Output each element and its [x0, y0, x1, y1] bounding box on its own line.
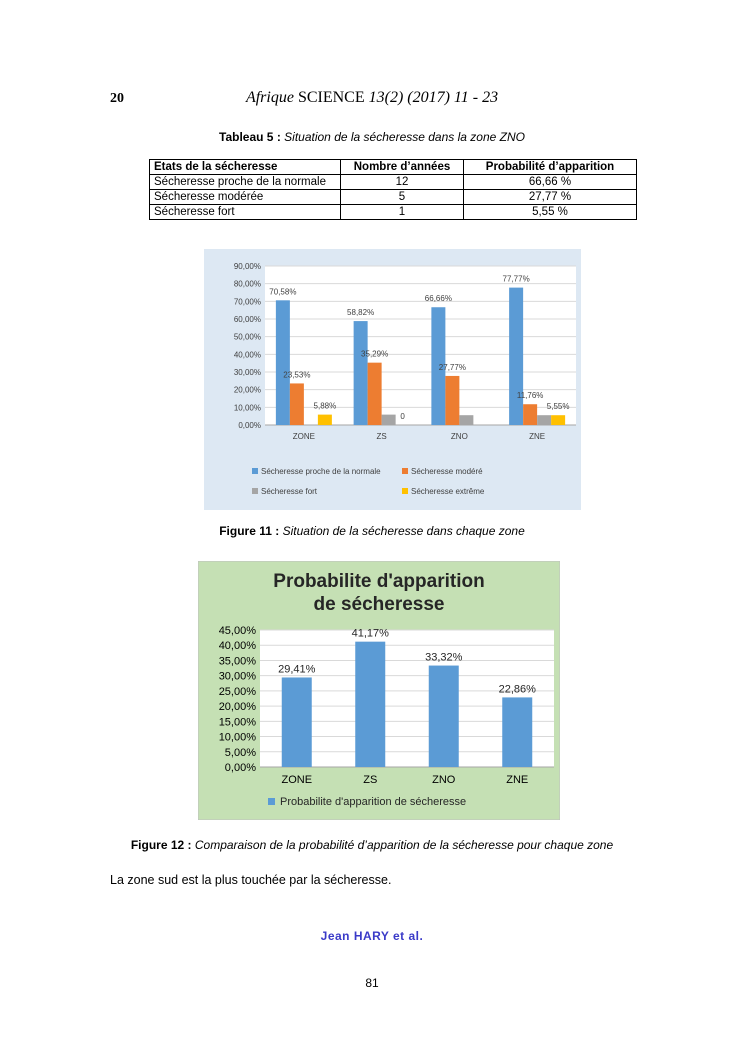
journal-name: Afrique [245, 89, 294, 106]
x-tick-label: ZONE [281, 774, 313, 786]
y-tick-label: 90,00% [233, 262, 261, 271]
bar [318, 415, 332, 425]
y-tick-label: 60,00% [233, 315, 261, 324]
data-label: 23,53% [283, 370, 311, 380]
y-tick-label: 45,00% [218, 625, 256, 637]
y-tick-label: 50,00% [233, 332, 261, 342]
legend-swatch [268, 798, 275, 805]
table-cell: 1 [341, 205, 464, 220]
table-cell: Sécheresse proche de la normale [150, 175, 341, 190]
y-tick-label: 40,00% [218, 640, 256, 653]
y-tick-label: 70,00% [233, 297, 261, 307]
data-label: 22,86% [498, 683, 536, 696]
chart-title: Probabilite d'apparition [273, 571, 485, 592]
y-tick-label: 10,00% [218, 731, 256, 744]
data-label: 5,55% [546, 402, 570, 412]
legend-swatch [402, 468, 408, 474]
data-label: 11,76% [516, 391, 544, 401]
page-number: 20 [110, 91, 124, 106]
data-label: 0 [400, 412, 405, 421]
figure12-caption-label: Figure 12 : [130, 838, 192, 852]
y-tick-label: 30,00% [218, 670, 256, 683]
bar [509, 288, 523, 425]
x-tick-label: ZNO [432, 774, 456, 786]
legend-label: Probabilite d'apparition de sécheresse [280, 796, 467, 808]
data-label: 29,41% [278, 663, 316, 676]
table5-caption-label: Tableau 5 : [219, 130, 281, 144]
table-row [150, 190, 637, 205]
chart-title: de sécheresse [313, 594, 445, 615]
table5-caption-text: Situation de la sécheresse dans la zone ZNO [284, 130, 525, 144]
legend-swatch [252, 488, 258, 494]
table5-header-cell: Nombre d’années [341, 160, 464, 175]
x-tick-label: ZNE [529, 432, 546, 441]
bar [537, 415, 551, 425]
y-tick-label: 25,00% [218, 685, 256, 698]
x-tick-label: ZS [363, 774, 378, 786]
y-tick-label: 20,00% [233, 385, 261, 395]
y-tick-label: 0,00% [224, 762, 256, 774]
x-tick-label: ZNO [450, 432, 468, 441]
y-tick-label: 40,00% [233, 350, 261, 360]
legend-label: Sécheresse extrême [411, 487, 485, 496]
data-label: 33,32% [425, 651, 463, 664]
legend-label: Sécheresse proche de la normale [261, 467, 381, 476]
bar [445, 376, 459, 425]
table-row [150, 205, 637, 220]
table-cell: 12 [341, 175, 464, 190]
table-cell: 66,66 % [464, 175, 637, 190]
journal-science: SCIENCE [297, 89, 365, 106]
table5-caption [0, 130, 744, 144]
y-tick-label: 15,00% [218, 716, 256, 729]
y-tick-label: 10,00% [233, 403, 261, 413]
author-footer: Jean HARY et al. [320, 929, 424, 943]
x-tick-label: ZNE [506, 774, 529, 786]
bar [368, 363, 382, 425]
data-label: 41,17% [351, 627, 389, 640]
y-tick-label: 20,00% [218, 701, 256, 714]
bar [382, 415, 396, 425]
table-cell: 5,55 % [464, 205, 637, 220]
legend-swatch [252, 468, 258, 474]
footer-page-number: 81 [365, 976, 379, 990]
y-tick-label: 0,00% [238, 421, 261, 430]
figure11-caption [0, 524, 744, 538]
x-tick-label: ZS [376, 432, 387, 441]
legend-swatch [402, 488, 408, 494]
plot-area [265, 266, 576, 425]
table5 [149, 159, 637, 220]
table-row [150, 175, 637, 190]
data-label: 70,58% [269, 287, 297, 297]
journal-header [0, 89, 744, 107]
data-label: 66,66% [424, 294, 452, 304]
figure12-chart [198, 561, 560, 820]
table-cell: Sécheresse modérée [150, 190, 341, 205]
data-label: 5,88% [313, 401, 337, 411]
journal-issue: 13(2) (2017) 11 - 23 [368, 89, 499, 106]
body-paragraph: La zone sud est la plus touchée par la sécheresse. [110, 873, 392, 887]
y-tick-label: 30,00% [233, 368, 261, 377]
legend-label: Sécheresse modéré [411, 467, 483, 476]
bar [276, 300, 290, 425]
figure11-chart [204, 249, 581, 510]
bar [523, 404, 537, 425]
bar [502, 697, 532, 767]
table5-header-cell: Probabilité d’apparition [464, 160, 637, 175]
figure11-caption-label: Figure 11 : [219, 524, 280, 538]
bar [354, 321, 368, 425]
x-tick-label: ZONE [292, 432, 315, 441]
table-cell: 27,77 % [464, 190, 637, 205]
data-label: 27,77% [438, 362, 466, 372]
data-label: 58,82% [347, 308, 375, 318]
y-tick-label: 35,00% [218, 655, 256, 668]
legend-label: Sécheresse fort [261, 487, 318, 496]
data-label: 77,77% [502, 274, 530, 284]
table-cell: Sécheresse fort [150, 205, 341, 220]
figure12-caption-text: Comparaison de la probabilité d’apparition de la sécheresse pour chaque zone [194, 838, 614, 852]
figure11-caption-text: Situation de la sécheresse dans chaque zone [282, 524, 525, 538]
table5-header-row [150, 160, 637, 175]
table5-header-cell: Etats de la sécheresse [150, 160, 341, 175]
bar [290, 383, 304, 425]
bar [429, 666, 459, 767]
y-tick-label: 80,00% [233, 279, 261, 289]
data-label: 35,29% [361, 349, 389, 359]
bar [551, 415, 565, 425]
bar [282, 677, 312, 767]
bar [355, 642, 385, 767]
figure12-caption [0, 838, 744, 852]
table-cell: 5 [341, 190, 464, 205]
y-tick-label: 5,00% [224, 746, 256, 759]
bar [459, 415, 473, 425]
